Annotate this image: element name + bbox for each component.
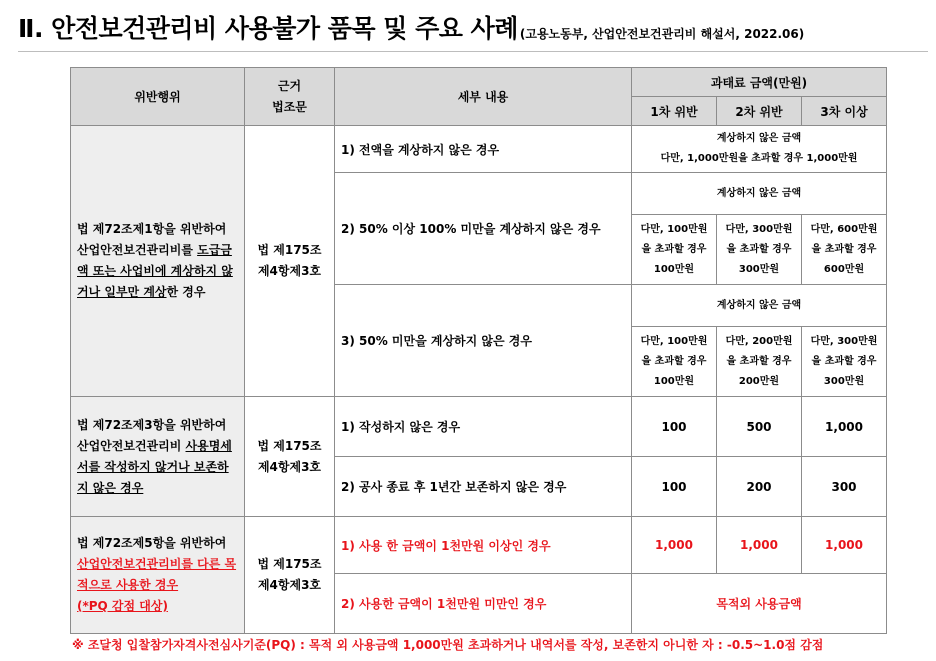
table-row — [71, 517, 887, 574]
detail-cell: 1) 전액을 계상하지 않은 경우 — [335, 126, 632, 173]
fine-amount-cell: 1,000 — [632, 517, 717, 574]
footnote: ※ 조달청 입찰참가자격사전심사기준(PQ) : 목적 외 사용금액 1,000만원 초과하거나 내역서를 작성, 보존한지 아니한 자 : -0.5~1.0점 감점 — [72, 638, 824, 652]
fine-merged-cell: 목적외 사용금액 — [632, 574, 887, 634]
fine-cap-cell: 다만, 100만원 을 초과할 경우 100만원 — [632, 327, 717, 397]
table-row — [71, 397, 887, 457]
law-basis-cell: 법 제175조 제4항제3호 — [245, 126, 335, 397]
header-second-violation: 2차 위반 — [717, 97, 802, 126]
header-violation: 위반행위 — [71, 68, 245, 126]
fine-amount-cell: 500 — [717, 397, 802, 457]
detail-cell: 1) 사용 한 금액이 1천만원 이상인 경우 — [335, 517, 632, 574]
fine-amount-cell: 1,000 — [802, 517, 887, 574]
header-basis: 근거 법조문 — [245, 68, 335, 126]
detail-cell: 2) 공사 종료 후 1년간 보존하지 않은 경우 — [335, 457, 632, 517]
fine-amount-cell: 300 — [802, 457, 887, 517]
fine-cap-cell: 다만, 300만원 을 초과할 경우 300만원 — [717, 215, 802, 285]
fine-amount-cell: 100 — [632, 457, 717, 517]
fine-amount-cell: 1,000 — [802, 397, 887, 457]
detail-cell: 1) 작성하지 않은 경우 — [335, 397, 632, 457]
fine-table — [70, 67, 887, 634]
law-basis-cell: 법 제175조 제4항제3호 — [245, 397, 335, 517]
header-first-violation: 1차 위반 — [632, 97, 717, 126]
fine-merged-cell: 계상하지 않은 금액 다만, 1,000만원을 초과할 경우 1,000만원 — [632, 126, 887, 173]
fine-merged-cell: 계상하지 않은 금액 — [632, 285, 887, 327]
fine-cap-cell: 다만, 200만원 을 초과할 경우 200만원 — [717, 327, 802, 397]
fine-amount-cell: 200 — [717, 457, 802, 517]
violation-cell: 법 제72조제3항을 위반하여 산업안전보건관리비 사용명세서를 작성하지 않거나 보존하지 않은 경우 — [71, 397, 245, 517]
fine-amount-cell: 1,000 — [717, 517, 802, 574]
detail-cell: 2) 사용한 금액이 1천만원 미만인 경우 — [335, 574, 632, 634]
header-detail: 세부 내용 — [335, 68, 632, 126]
table-row — [71, 126, 887, 173]
header-third-violation: 3차 이상 — [802, 97, 887, 126]
fine-cap-cell: 다만, 300만원 을 초과할 경우 300만원 — [802, 327, 887, 397]
page-title: Ⅱ. 안전보건관리비 사용불가 품목 및 주요 사례 — [18, 14, 518, 43]
violation-cell: 법 제72조제5항을 위반하여 산업안전보건관리비를 다른 목적으로 사용한 경우 (*PQ 감점 대상) — [71, 517, 245, 634]
fine-merged-cell: 계상하지 않은 금액 — [632, 173, 887, 215]
detail-cell: 3) 50% 미만을 계상하지 않은 경우 — [335, 285, 632, 397]
page-heading — [18, 8, 928, 52]
header-fine-group: 과태료 금액(만원) — [632, 68, 887, 97]
law-basis-cell: 법 제175조 제4항제3호 — [245, 517, 335, 634]
detail-cell: 2) 50% 이상 100% 미만을 계상하지 않은 경우 — [335, 173, 632, 285]
page-source: (고용노동부, 산업안전보건관리비 해설서, 2022.06) — [519, 27, 805, 41]
fine-amount-cell: 100 — [632, 397, 717, 457]
fine-cap-cell: 다만, 600만원 을 초과할 경우 600만원 — [802, 215, 887, 285]
violation-cell: 법 제72조제1항을 위반하여 산업안전보건관리비를 도급금액 또는 사업비에 계상하지 않거나 일부만 계상한 경우 — [71, 126, 245, 397]
fine-cap-cell: 다만, 100만원 을 초과할 경우 100만원 — [632, 215, 717, 285]
